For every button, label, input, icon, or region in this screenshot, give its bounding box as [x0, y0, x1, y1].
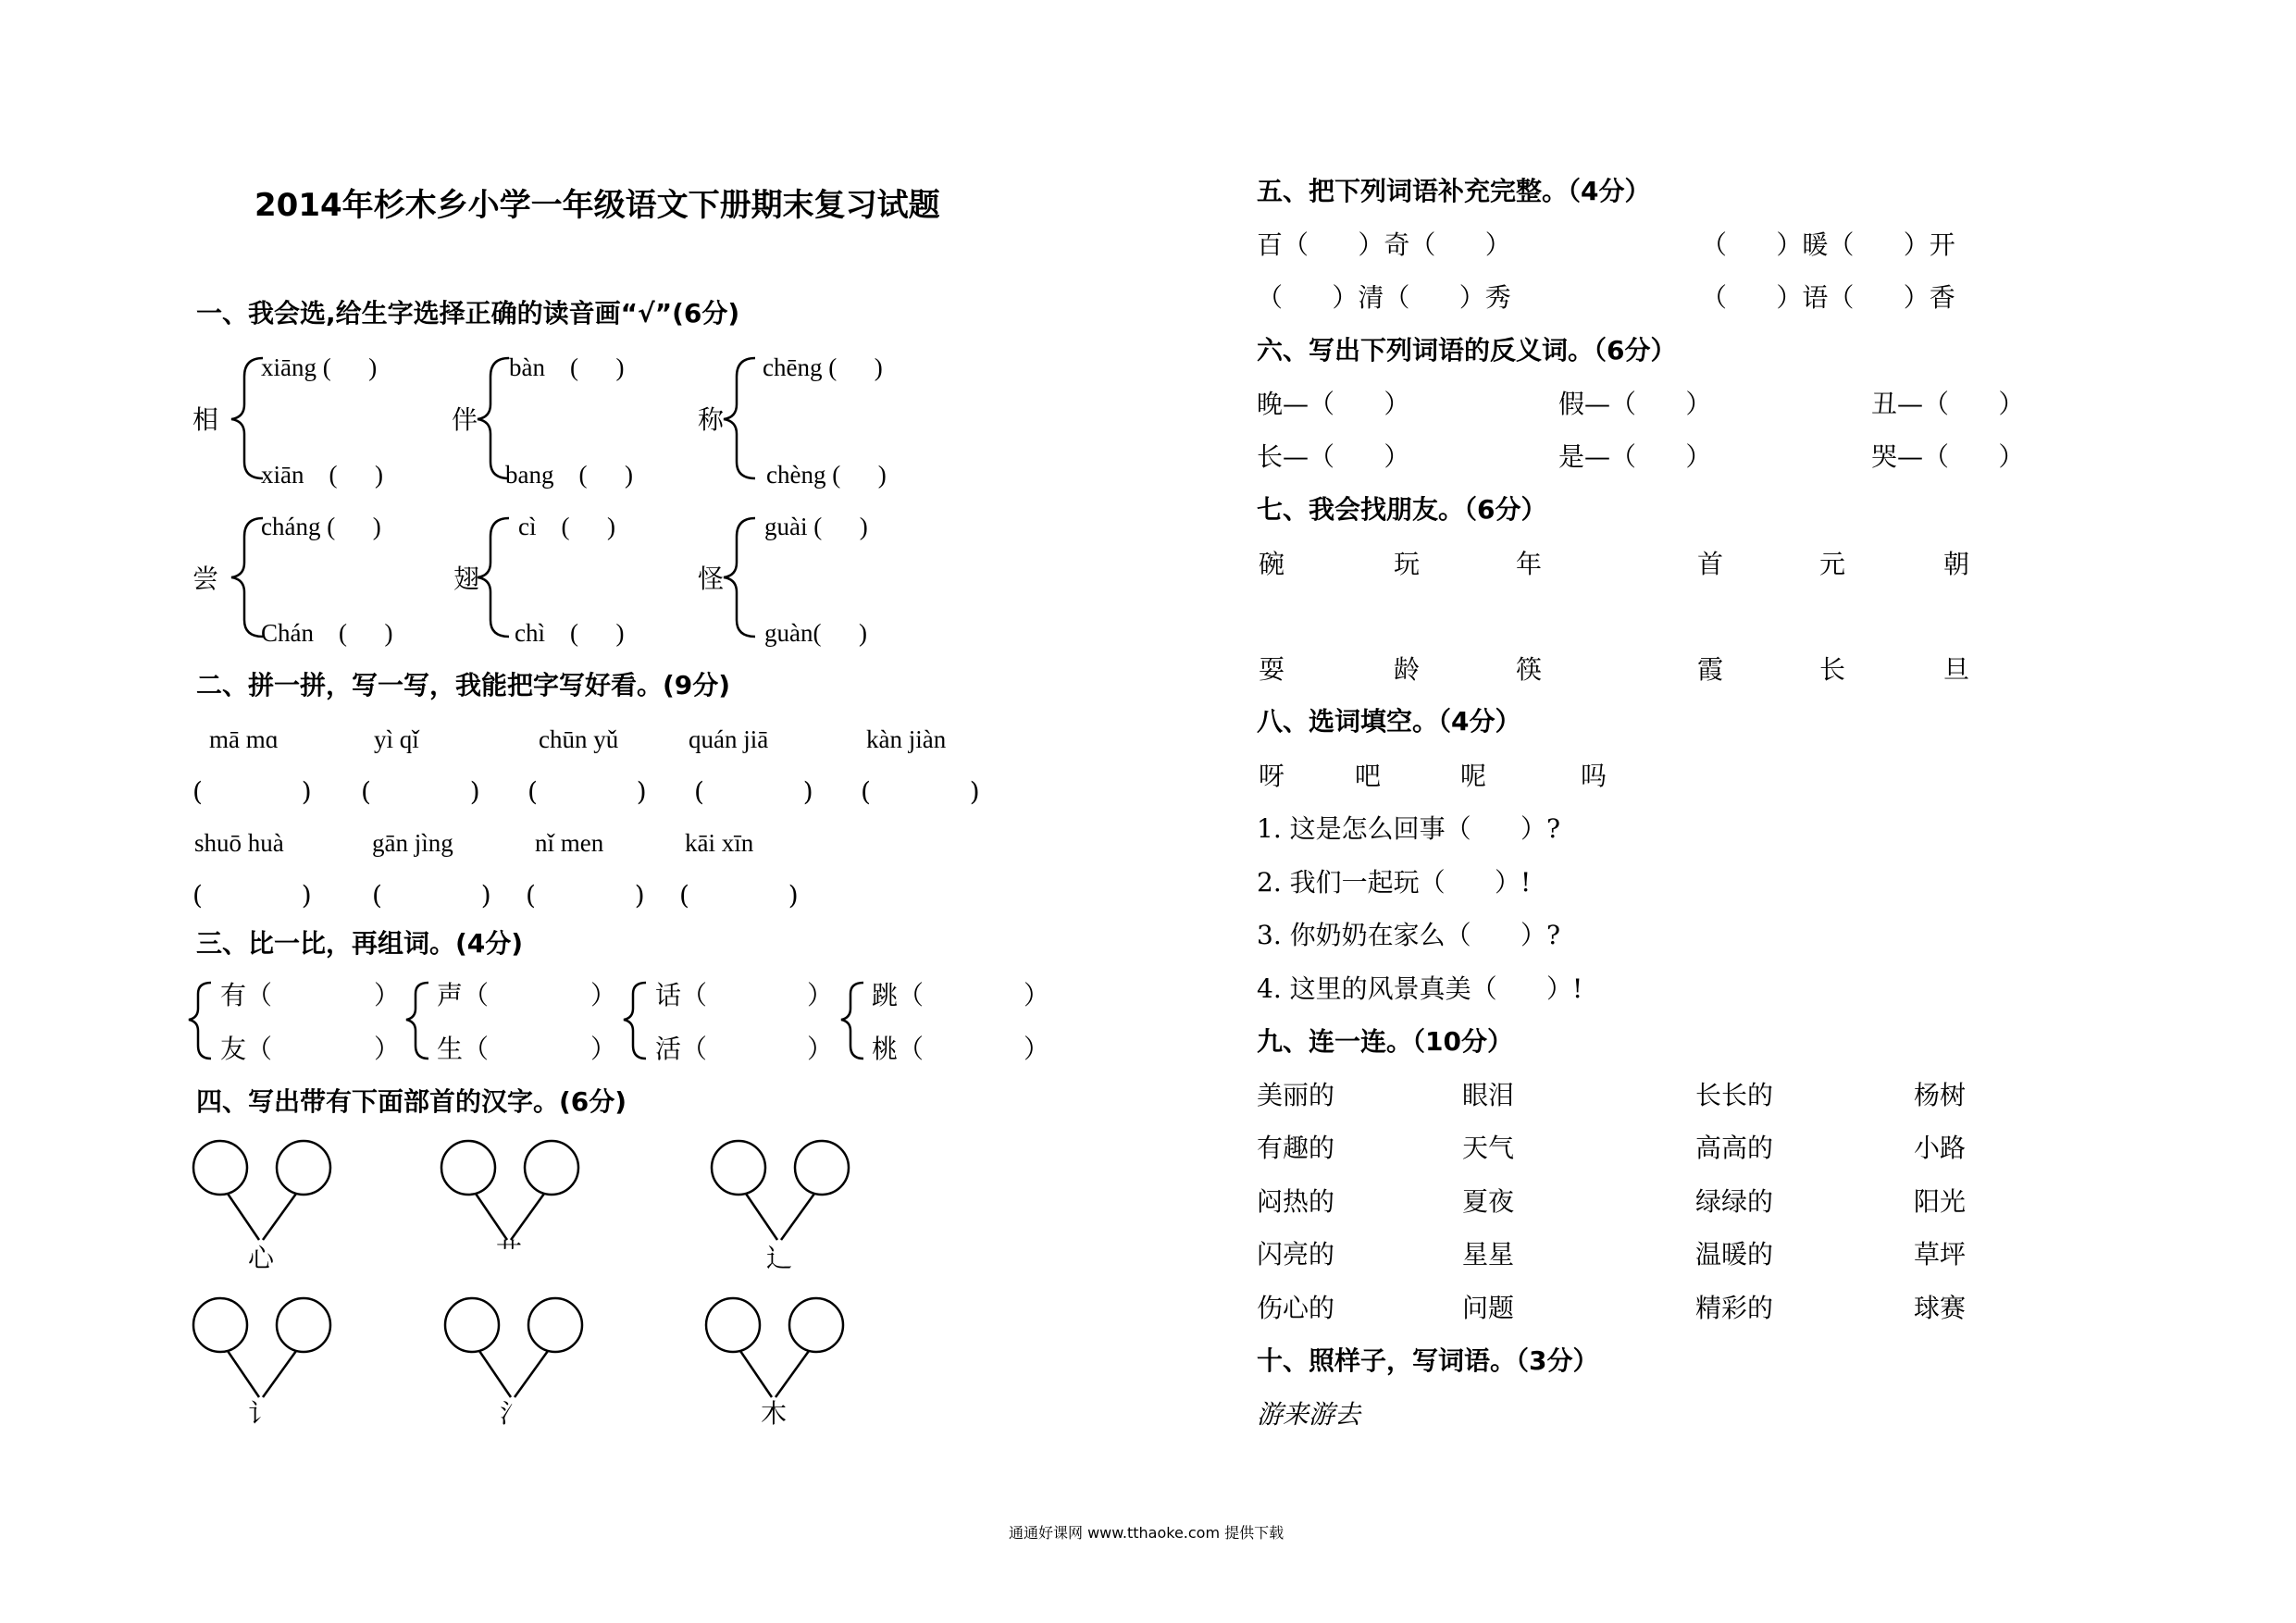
pinyin-word: quán jiā: [689, 725, 769, 753]
close-paren: ）: [1024, 980, 1050, 1010]
answer-blank[interactable]: ( ): [192, 880, 312, 911]
compare-char: 生（: [437, 1034, 490, 1064]
answer-blank[interactable]: ( ): [361, 776, 480, 807]
pinyin-option: chēng ( ): [763, 353, 883, 381]
pinyin-option: bang ( ): [505, 461, 633, 489]
section-9-heading: 九、连一连。（10分）: [1257, 1026, 1513, 1057]
pinyin-option: xiāng ( ): [261, 353, 378, 381]
fill-item: （ ）语（ ）香: [1701, 282, 1955, 313]
friend-char: 元: [1819, 549, 1846, 579]
match-word: 杨树: [1914, 1080, 1967, 1110]
choice-char: 称: [698, 404, 725, 435]
pinyin-word: shuō huà: [194, 829, 284, 857]
choice-char: 怪: [698, 564, 725, 594]
choice-word: 吗: [1581, 761, 1607, 791]
choice-char: 相: [192, 404, 219, 435]
section-7-heading: 七、我会找朋友。（6分）: [1257, 494, 1547, 525]
pinyin-option: Chán ( ): [261, 619, 393, 647]
pinyin-option: cháng ( ): [261, 513, 381, 540]
match-word: 精彩的: [1695, 1293, 1774, 1323]
pinyin-word: kāi xīn: [685, 829, 754, 857]
match-word: 美丽的: [1257, 1080, 1335, 1110]
section-10-heading: 十、照样子，写词语。（3分）: [1257, 1345, 1599, 1376]
close-paren: ）: [1024, 1034, 1050, 1064]
close-paren: ）: [590, 1034, 617, 1064]
brace: [478, 518, 509, 637]
fill-sentence: 4. 这里的风景真美（ ）!: [1257, 973, 1583, 1004]
radical-char: 心: [248, 1243, 275, 1273]
radical-lollipop: [706, 1298, 843, 1397]
close-paren: ）: [374, 1034, 401, 1064]
page-footer: 通通好课网 www.tthaoke.com 提供下载: [1009, 1524, 1285, 1542]
fill-sentence: 2. 我们一起玩（ ）!: [1257, 867, 1532, 898]
radical-char: 艹: [496, 1237, 523, 1268]
choice-char: 翅: [453, 564, 480, 594]
friend-char: 长: [1819, 654, 1846, 685]
fill-sentence: 1. 这是怎么回事（ ）?: [1257, 813, 1561, 844]
compare-char: 声（: [437, 980, 490, 1010]
brace: [724, 518, 755, 637]
match-word: 星星: [1462, 1239, 1515, 1270]
section-3-heading: 三、比一比，再组词。(4分): [196, 928, 524, 959]
radical-lollipop: [193, 1141, 330, 1240]
choice-word: 呀: [1259, 761, 1285, 791]
match-word: 球赛: [1914, 1293, 1967, 1323]
close-paren: ）: [590, 980, 617, 1010]
match-word: 闷热的: [1257, 1186, 1335, 1217]
compare-char: 桃（: [872, 1034, 925, 1064]
section-8-heading: 八、选词填空。（4分）: [1257, 706, 1521, 737]
match-word: 夏夜: [1462, 1186, 1515, 1217]
friend-char: 耍: [1259, 654, 1285, 685]
match-word: 草坪: [1914, 1239, 1967, 1270]
antonym-item: 丑—（ ）: [1871, 389, 2025, 419]
section-1-heading: 一、我会选,给生字选择正确的读音画“√”(6分): [196, 298, 740, 328]
fill-sentence: 3. 你奶奶在家么（ ）?: [1257, 920, 1561, 950]
radical-lollipop: [445, 1298, 582, 1397]
match-word: 闪亮的: [1257, 1239, 1335, 1270]
pinyin-word: gān jìng: [372, 829, 453, 857]
friend-char: 碗: [1259, 549, 1285, 579]
brace: [624, 983, 646, 1059]
friend-char: 龄: [1394, 654, 1421, 685]
compare-char: 有（: [220, 980, 273, 1010]
answer-blank[interactable]: ( ): [861, 776, 980, 807]
friend-char: 朝: [1943, 549, 1970, 579]
antonym-item: 长—（ ）: [1257, 441, 1410, 472]
answer-blank[interactable]: ( ): [192, 776, 312, 807]
radical-lollipop: [193, 1298, 330, 1397]
answer-blank[interactable]: ( ): [372, 880, 491, 911]
pinyin-option: xiān ( ): [261, 461, 383, 489]
fill-item: 百（ ）奇（ ）: [1257, 229, 1511, 260]
match-word: 小路: [1914, 1133, 1967, 1163]
brace: [231, 358, 263, 478]
answer-blank[interactable]: ( ): [526, 880, 645, 911]
section-5-heading: 五、把下列词语补充完整。（4分）: [1257, 176, 1651, 206]
close-paren: ）: [807, 1034, 834, 1064]
antonym-item: 假—（ ）: [1558, 389, 1712, 419]
pinyin-word: yì qǐ: [374, 725, 419, 753]
radical-char: 讠: [248, 1398, 275, 1429]
pinyin-option: cì ( ): [518, 513, 615, 540]
brace: [231, 518, 263, 637]
brace: [478, 358, 509, 478]
example-word: 游来游去: [1257, 1399, 1361, 1430]
pinyin-word: nǐ men: [535, 829, 604, 857]
brace: [406, 983, 428, 1059]
page-title: 2014年杉木乡小学一年级语文下册期末复习试题: [254, 187, 940, 224]
radical-char: 辶: [766, 1243, 793, 1273]
compare-char: 话（: [655, 980, 708, 1010]
match-word: 温暖的: [1695, 1239, 1774, 1270]
radical-lollipop: [712, 1141, 849, 1240]
radical-char: 木: [761, 1398, 788, 1429]
choice-word: 吧: [1355, 761, 1382, 791]
friend-char: 年: [1516, 549, 1543, 579]
pinyin-option: bàn ( ): [509, 353, 625, 381]
answer-blank[interactable]: ( ): [679, 880, 799, 911]
pinyin-word: mā mɑ: [209, 725, 279, 753]
antonym-item: 是—（ ）: [1558, 441, 1712, 472]
radical-lollipop: [441, 1141, 578, 1240]
friend-char: 首: [1697, 549, 1724, 579]
compare-char: 友（: [220, 1034, 273, 1064]
section-4-heading: 四、写出带有下面部首的汉字。(6分): [196, 1086, 627, 1117]
compare-char: 跳（: [872, 980, 925, 1010]
friend-char: 玩: [1394, 549, 1421, 579]
match-word: 伤心的: [1257, 1293, 1335, 1323]
choice-char: 伴: [452, 404, 478, 435]
pinyin-word: kàn jiàn: [866, 725, 947, 753]
section-6-heading: 六、写出下列词语的反义词。（6分）: [1257, 335, 1677, 365]
match-word: 眼泪: [1462, 1080, 1515, 1110]
section-2-heading: 二、拼一拼，写一写，我能把字写好看。(9分): [196, 670, 731, 700]
brace: [189, 983, 211, 1059]
match-word: 阳光: [1914, 1186, 1967, 1217]
answer-blank[interactable]: ( ): [527, 776, 647, 807]
match-word: 天气: [1462, 1133, 1515, 1163]
pinyin-option: chèng ( ): [766, 461, 887, 489]
brace: [841, 983, 863, 1059]
match-word: 高高的: [1695, 1133, 1774, 1163]
antonym-item: 晚—（ ）: [1257, 389, 1410, 419]
choice-char: 尝: [192, 564, 219, 594]
fill-item: （ ）暖（ ）开: [1701, 229, 1955, 260]
brace: [724, 358, 755, 478]
friend-char: 旦: [1943, 654, 1970, 685]
pinyin-option: guàn( ): [764, 619, 867, 647]
close-paren: ）: [807, 980, 834, 1010]
match-word: 有趣的: [1257, 1133, 1335, 1163]
match-word: 绿绿的: [1695, 1186, 1774, 1217]
compare-char: 活（: [655, 1034, 708, 1064]
pinyin-option: guài ( ): [764, 513, 868, 540]
radical-char: 氵: [500, 1398, 527, 1429]
answer-blank[interactable]: ( ): [694, 776, 813, 807]
choice-word: 呢: [1460, 761, 1487, 791]
friend-char: 筷: [1516, 654, 1543, 685]
pinyin-word: chūn yǔ: [539, 725, 619, 753]
match-word: 问题: [1462, 1293, 1515, 1323]
match-word: 长长的: [1695, 1080, 1774, 1110]
antonym-item: 哭—（ ）: [1871, 441, 2025, 472]
fill-item: （ ）清（ ）秀: [1257, 282, 1511, 313]
pinyin-option: chì ( ): [515, 619, 625, 647]
friend-char: 霞: [1697, 654, 1724, 685]
close-paren: ）: [374, 980, 401, 1010]
